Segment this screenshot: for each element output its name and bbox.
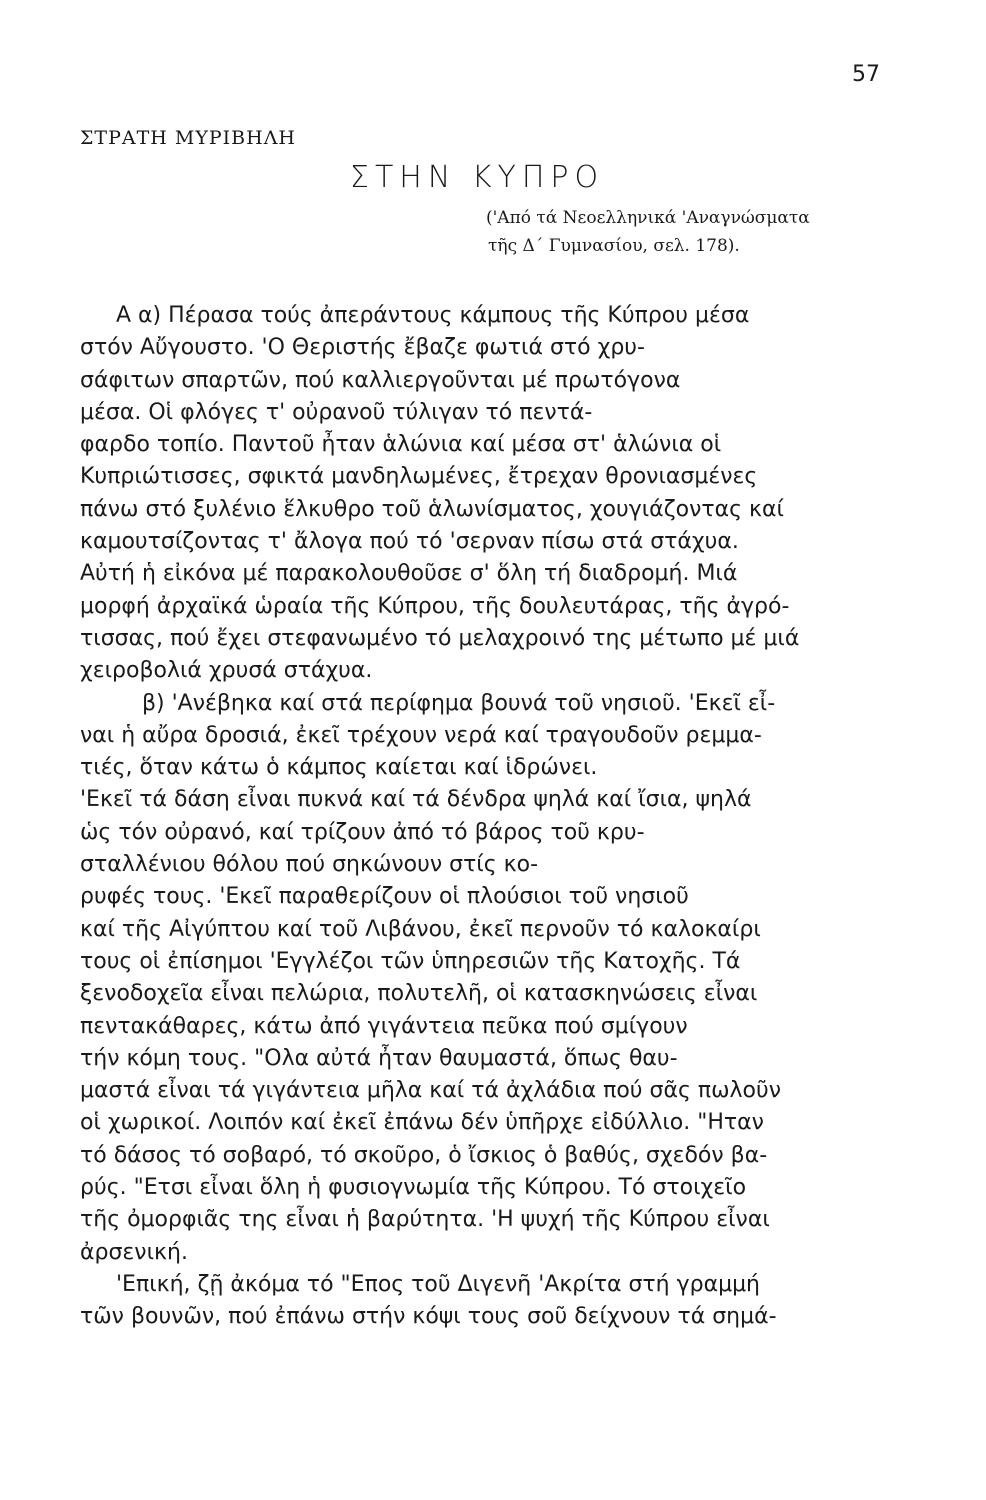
text-line: Αὐτή ἡ εἰκόνα μέ παρακολουθοῦσε σ' ὅλη τή διαδρομή. Μιά	[80, 561, 738, 587]
page-number: 57	[852, 62, 880, 87]
author-name: ΣΤΡΑΤΗ ΜΥΡΙΒΗΛΗ	[80, 127, 297, 149]
text-line: καμουτσίζοντας τ' ἄλογα πού τό 'σερναν πίσω στά στάχυα.	[80, 529, 739, 555]
page-title: ΣΤΗΝ ΚΥΠΡΟ	[350, 160, 605, 195]
text-line: τους οἱ ἐπίσημοι 'Εγγλέζοι τῶν ὑπηρεσιῶν τῆς Κατοχῆς. Τά	[80, 948, 741, 974]
text-line: σάφιτων σπαρτῶν, πού καλλιεργοῦνται μέ πρωτόγονα	[80, 367, 681, 393]
text-line: τήν κόμη τους. "Ολα αὐτά ἦταν θαυμαστά, ὅπως θαυ-	[80, 1045, 678, 1071]
text-line: φαρδο τοπίο. Παντοῦ ἦταν ἁλώνια καί μέσα στ' ἁλώνια οἱ	[80, 432, 722, 458]
text-line: ἀρσενική.	[80, 1239, 188, 1265]
text-line: καί τῆς Αἰγύπτου καί τοῦ Λιβάνου, ἐκεῖ περνοῦν τό καλοκαίρι	[80, 916, 761, 942]
text-line: ρυφές τους. 'Εκεῖ παραθερίζουν οἱ πλούσιοι τοῦ νησιοῦ	[80, 884, 689, 910]
source-line: τῆς Δ΄ Γυμνασίου, σελ. 178).	[488, 236, 740, 256]
text-line: στόν Αὔγουστο. 'Ο Θεριστής ἔβαζε φωτιά στό χρυ-	[80, 335, 645, 361]
text-line: σταλλένιου θόλου πού σηκώνουν στίς κο-	[80, 852, 539, 878]
text-line: ὡς τόν οὐρανό, καί τρίζουν ἀπό τό βάρος τοῦ κρυ-	[80, 819, 645, 845]
text-line: 'Εκεῖ τά δάση εἶναι πυκνά καί τά δένδρα ψηλά καί ἴσια, ψηλά	[80, 787, 752, 813]
text-line: μορφή ἀρχαϊκά ὡραία τῆς Κύπρου, τῆς δουλευτάρας, τῆς ἀγρό-	[80, 593, 790, 619]
text-line: ναι ἡ αὔρα δροσιά, ἐκεῖ τρέχουν νερά καί τραγουδοῦν ρεμμα-	[80, 722, 762, 748]
text-line: πεντακάθαρες, κάτω ἀπό γιγάντεια πεῦκα πού σμίγουν	[80, 1013, 688, 1039]
text-line: πάνω στό ξυλένιο ἕλκυθρο τοῦ ἁλωνίσματος, χουγιάζοντας καί	[80, 496, 784, 522]
text-line: ξενοδοχεῖα εἶναι πελώρια, πολυτελῆ, οἱ κατασκηνώσεις εἶναι	[80, 981, 758, 1007]
text-line: τισσας, πού ἔχει στεφανωμένο τό μελαχροινό της μέτωπο μέ μιά	[80, 625, 800, 651]
text-line: τιές, ὅταν κάτω ὁ κάμπος καίεται καί ἱδρώνει.	[80, 755, 598, 781]
text-line: β) 'Ανέβηκα καί στά περίφημα βουνά τοῦ νησιοῦ. 'Εκεῖ εἶ-	[142, 690, 776, 716]
text-line: τῆς ὀμορφιᾶς της εἶναι ἡ βαρύτητα. 'Η ψυχή τῆς Κύπρου εἶναι	[80, 1207, 770, 1233]
text-line: 'Επική, ζῇ ἀκόμα τό "Επος τοῦ Διγενῆ 'Ακρίτα στή γραμμή	[116, 1271, 761, 1297]
body-text	[80, 300, 890, 1334]
text-line: χειροβολιά χρυσά στάχυα.	[80, 658, 373, 684]
text-line: μαστά εἶναι τά γιγάντεια μῆλα καί τά ἀχλάδια πού σᾶς πωλοῦν	[80, 1078, 782, 1104]
source-citation	[486, 204, 906, 260]
text-line: ρύς. "Ετσι εἶναι ὅλη ἡ φυσιογνωμία τῆς Κύπρου. Τό στοιχεῖο	[80, 1175, 747, 1201]
text-line: τῶν βουνῶν, πού ἐπάνω στήν κόψι τους σοῦ δείχνουν τά σημά-	[80, 1304, 777, 1330]
text-line: μέσα. Οἱ φλόγες τ' οὐρανοῦ τύλιγαν τό πεντά-	[80, 399, 593, 425]
text-line: Α α) Πέρασα τούς ἀπεράντους κάμπους τῆς Κύπρου μέσα	[116, 303, 750, 328]
text-line: Κυπριώτισσες, σφικτά μανδηλωμένες, ἔτρεχαν θρονιασμένες	[80, 464, 758, 490]
text-line: οἱ χωρικοί. Λοιπόν καί ἐκεῖ ἐπάνω δέν ὑπῆρχε εἰδύλλιο. "Ηταν	[80, 1110, 764, 1136]
text-line: τό δάσος τό σοβαρό, τό σκοῦρο, ὁ ἴσκιος ὁ βαθύς, σχεδόν βα-	[80, 1142, 768, 1168]
source-line: ('Από τά Νεοελληνικά 'Αναγνώσματα	[486, 208, 810, 228]
